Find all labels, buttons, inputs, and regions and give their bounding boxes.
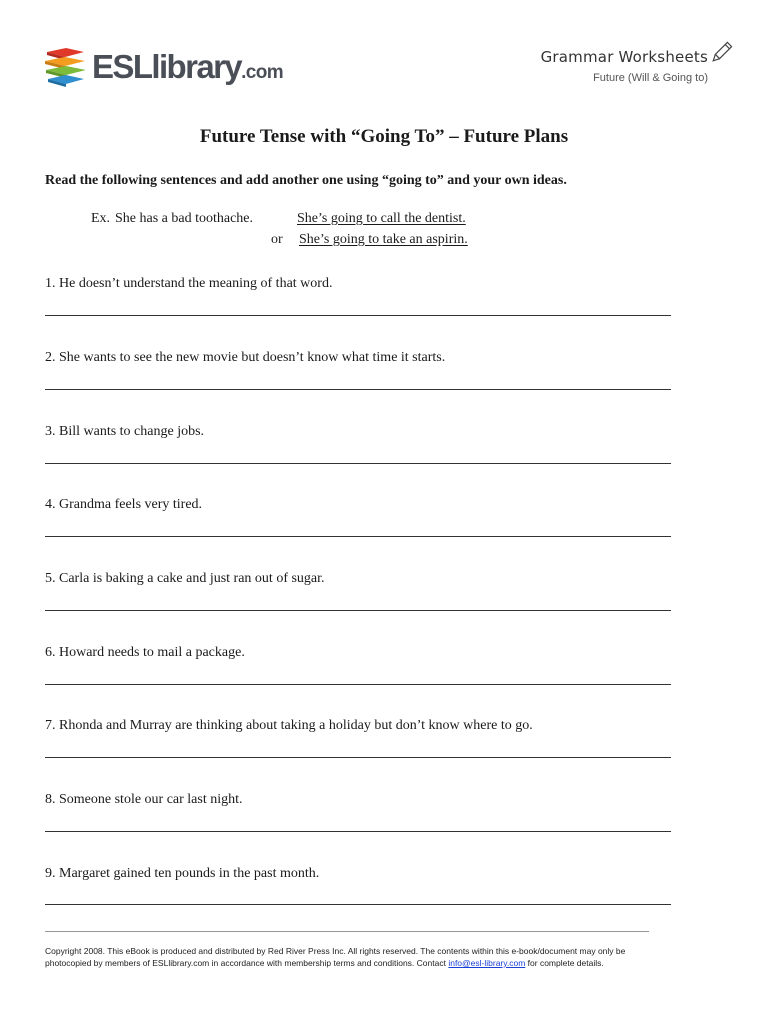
answer-line-5[interactable] xyxy=(45,610,671,611)
question-5: 5. Carla is baking a cake and just ran out of sugar. xyxy=(45,571,325,586)
brand-suffix: .com xyxy=(241,62,284,83)
question-3: 3. Bill wants to change jobs. xyxy=(45,424,205,439)
worksheet-title: Future Tense with “Going To” – Future Plans xyxy=(199,126,569,147)
answer-line-3[interactable] xyxy=(45,463,671,464)
copyright-line-2: photocopied by members of ESLlibrary.com in accordance with membership terms and conditions. Contact xyxy=(45,958,446,968)
example-prompt: She has a bad toothache. xyxy=(115,211,254,226)
answer-line-6[interactable] xyxy=(45,684,671,685)
answer-line-7[interactable] xyxy=(45,757,671,758)
question-6: 6. Howard needs to mail a package. xyxy=(45,645,245,660)
question-2: 2. She wants to see the new movie but doesn’t know what time it starts. xyxy=(45,350,446,365)
question-4: 4. Grandma feels very tired. xyxy=(45,497,203,512)
series-title: Grammar Worksheets xyxy=(540,48,708,66)
books-stack-icon xyxy=(44,46,88,88)
question-7: 7. Rhonda and Murray are thinking about taking a holiday but don’t know where to go. xyxy=(45,718,533,733)
example-or-label: or xyxy=(271,232,283,247)
answer-line-4[interactable] xyxy=(45,536,671,537)
question-8: 8. Someone stole our car last night. xyxy=(45,792,243,807)
brand-wordmark xyxy=(92,47,283,93)
example-label: Ex. xyxy=(91,211,111,226)
brand-name: ESLlibrary xyxy=(92,48,242,85)
copyright-line-3: for complete details. xyxy=(527,958,604,968)
question-1: 1. He doesn’t understand the meaning of that word. xyxy=(45,276,333,291)
footer-divider xyxy=(45,931,649,932)
example-answer-1: She’s going to call the dentist. xyxy=(297,211,466,226)
series-subtitle: Future (Will & Going to) xyxy=(593,72,708,84)
instructions: Read the following sentences and add another one using “going to” and your own ideas. xyxy=(45,173,567,188)
answer-line-9[interactable] xyxy=(45,904,671,905)
answer-line-2[interactable] xyxy=(45,389,671,390)
esl-library-logo xyxy=(44,44,284,90)
contact-email-link[interactable]: info@esl-library.com xyxy=(448,958,526,968)
pencil-icon xyxy=(708,40,734,66)
copyright-notice xyxy=(45,945,685,969)
copyright-line-1: Copyright 2008. This eBook is produced and distributed by Red River Press Inc. All rights reserved. The contents within this e-book/document may only be xyxy=(45,946,626,956)
answer-line-1[interactable] xyxy=(45,315,671,316)
example-answer-2: She’s going to take an aspirin. xyxy=(299,232,468,247)
question-9: 9. Margaret gained ten pounds in the past month. xyxy=(45,866,320,881)
answer-line-8[interactable] xyxy=(45,831,671,832)
